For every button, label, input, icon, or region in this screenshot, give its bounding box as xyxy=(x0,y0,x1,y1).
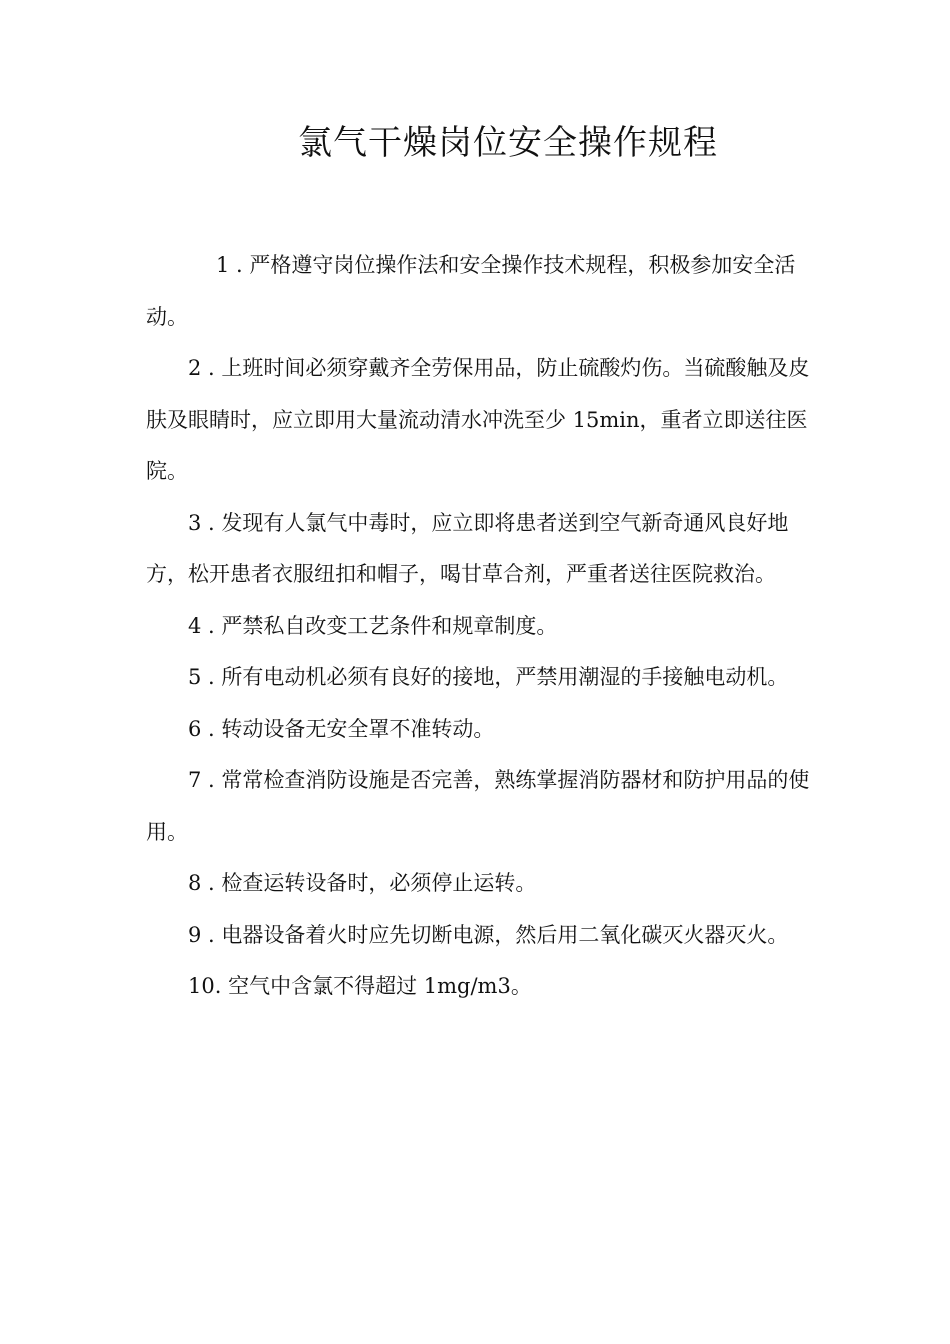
rule-item-6: 6 . 转动设备无安全罩不准转动。 xyxy=(188,716,495,741)
rule-item-9: 9 . 电器设备着火时应先切断电源，然后用二氧化碳灭火器灭火。 xyxy=(188,922,789,947)
rule-item-4: 4 . 严禁私自改变工艺条件和规章制度。 xyxy=(188,613,558,638)
rules-list xyxy=(146,240,810,1013)
rule-item-5: 5 . 所有电动机必须有良好的接地，严禁用潮湿的手接触电动机。 xyxy=(188,665,789,689)
rule-item-8: 8 . 检查运转设备时，必须停止运转。 xyxy=(188,871,537,895)
rule-item-3: 3 . 发现有人氯气中毒时，应立即将患者送到空气新奇通风良好地方，松开患者衣服纽扣和帽子，喝甘草合剂，严重者送往医院救治。 xyxy=(146,510,789,586)
rule-item-7: 7 . 常常检查消防设施是否完善，熟练掌握消防器材和防护用品的使用。 xyxy=(146,768,810,844)
rule-item-2: 2 . 上班时间必须穿戴齐全劳保用品，防止硫酸灼伤。当硫酸触及皮肤及眼睛时，应立即用大量流动清水冲洗至少 15min，重者立即送往医院。 xyxy=(146,356,810,483)
page-title: 氯气干燥岗位安全操作规程 xyxy=(298,123,718,163)
rule-item-10: 10. 空气中含氯不得超过 1mg/m3。 xyxy=(188,974,532,998)
rule-item-1: 1 . 严格遵守岗位操作法和安全操作技术规程，积极参加安全活动。 xyxy=(146,253,796,329)
